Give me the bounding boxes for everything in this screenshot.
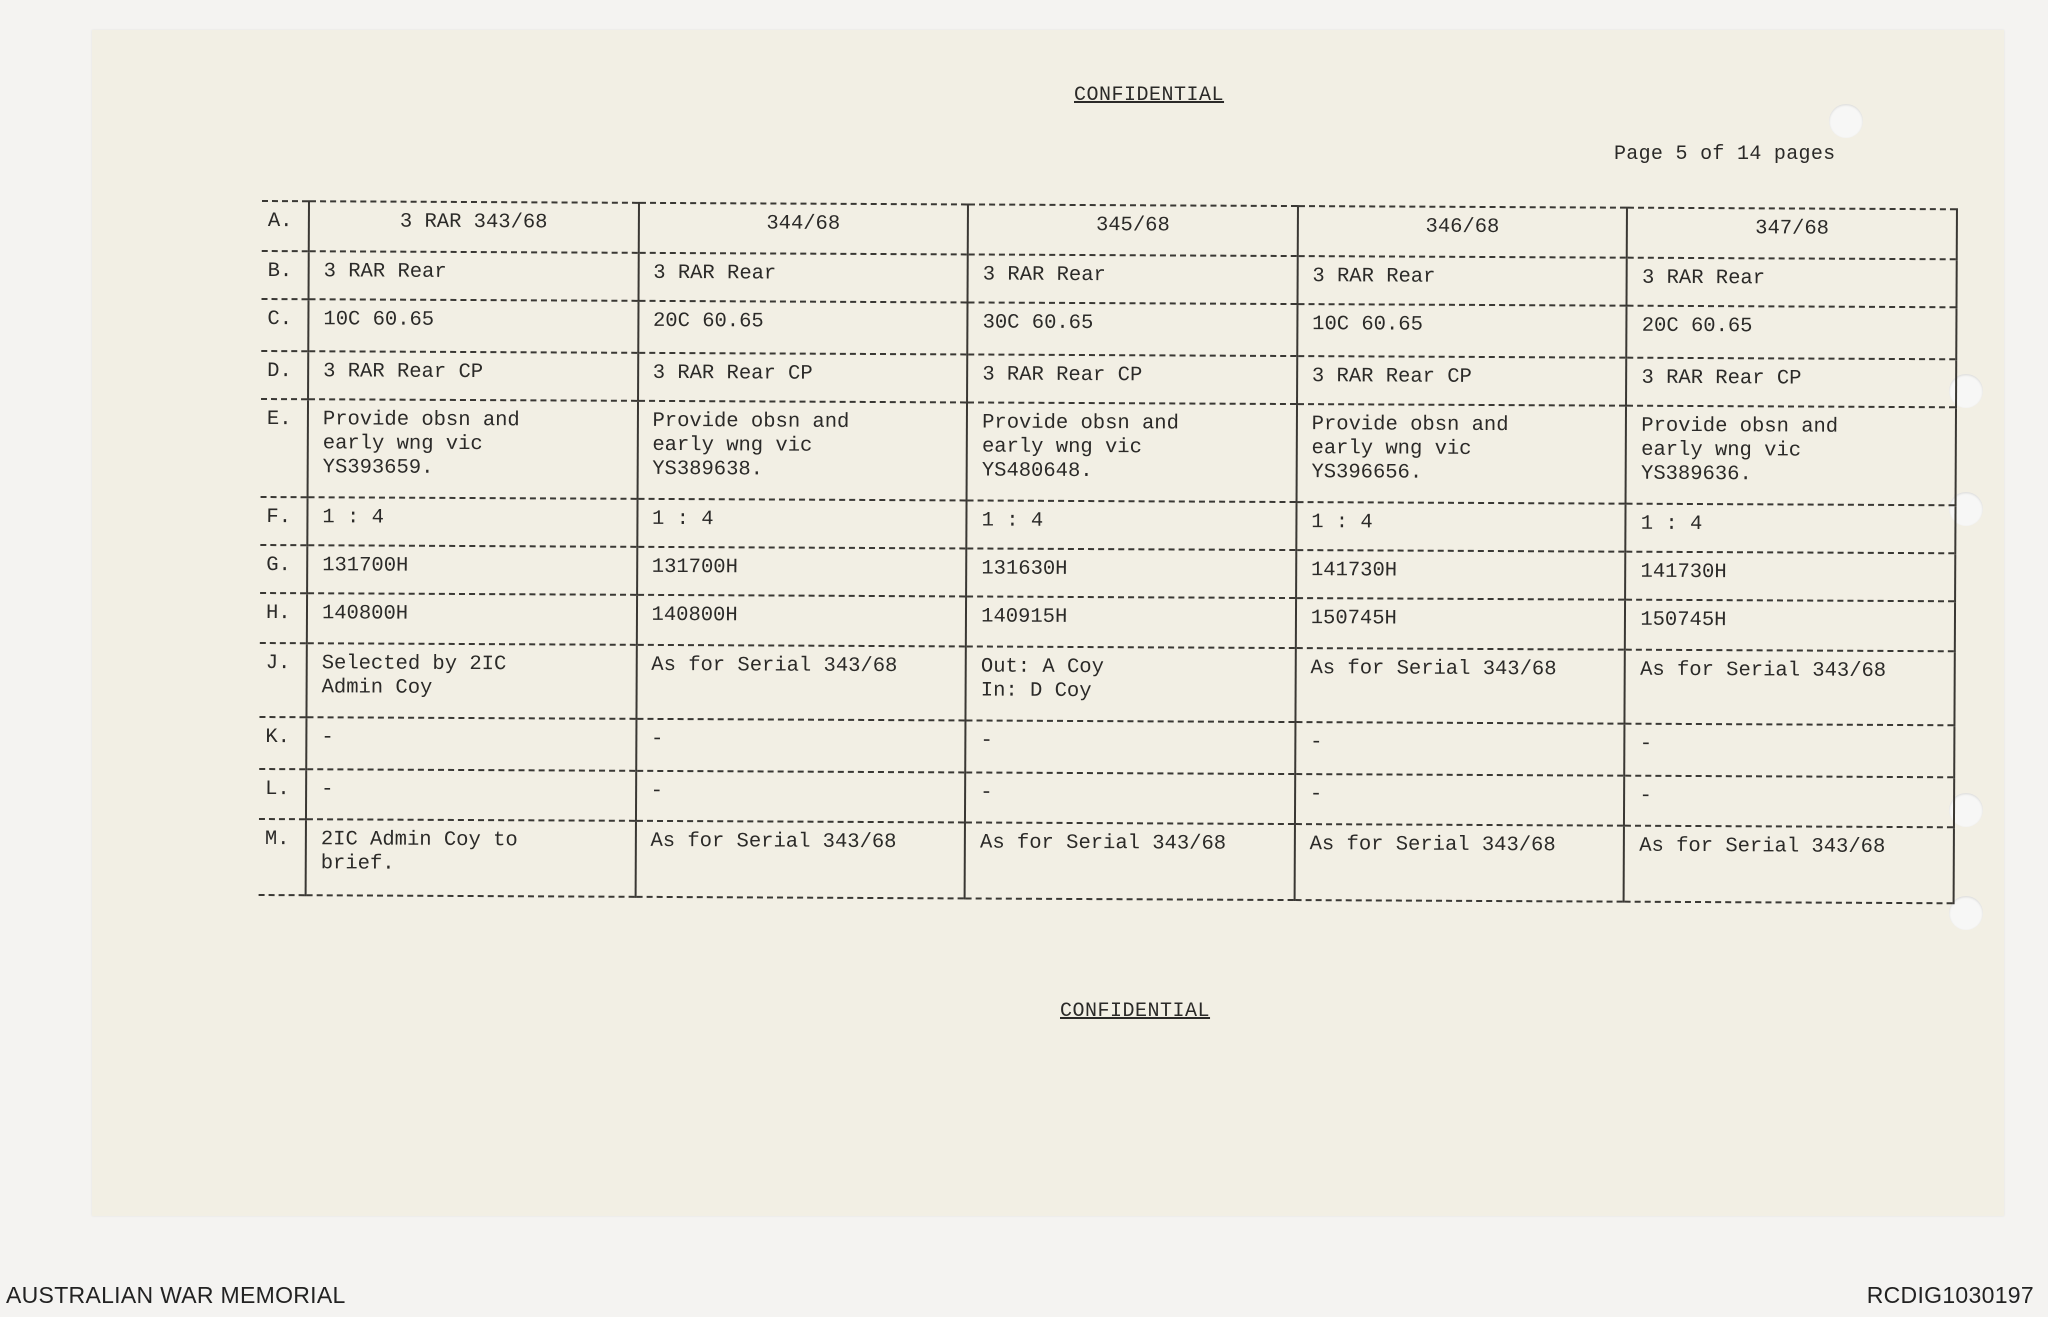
table-row <box>261 299 1956 359</box>
table-cell: 344/68 <box>638 203 968 255</box>
table-cell: 3 RAR Rear <box>638 253 968 303</box>
row-letter: A. <box>262 201 309 251</box>
table-cell: Provide obsn and early wng vic YS389636. <box>1626 406 1956 506</box>
table-cell: 1 : 4 <box>966 500 1296 550</box>
table-cell: 1 : 4 <box>637 499 967 549</box>
table-cell: 20C 60.65 <box>1627 306 1957 360</box>
bottom-confidential-heading: CONFIDENTIAL <box>1060 1000 1211 1023</box>
table-row <box>262 251 1957 307</box>
table-row <box>260 593 1955 651</box>
row-letter: K. <box>259 717 306 769</box>
table-cell: 345/68 <box>968 204 1298 256</box>
table-cell: Provide obsn and early wng vic YS389638. <box>637 401 967 501</box>
table-cell: - <box>636 719 966 773</box>
table-cell: Provide obsn and early wng vic YS480648. <box>967 402 1297 502</box>
table-cell: 2IC Admin Coy to brief. <box>306 819 636 897</box>
table-cell: Out: A Coy In: D Coy <box>966 646 1296 722</box>
table-cell: - <box>636 771 966 823</box>
table-row <box>262 201 1957 259</box>
table-cell: 3 RAR Rear CP <box>308 351 638 401</box>
table-cell: 150745H <box>1625 600 1955 652</box>
archive-item-id: RCDIG1030197 <box>1866 1282 2034 1308</box>
table-cell: 1 : 4 <box>307 497 637 547</box>
table-cell: 30C 60.65 <box>967 302 1297 356</box>
table-cell: 140915H <box>966 596 1296 648</box>
table-cell: Selected by 2IC Admin Coy <box>306 643 636 719</box>
row-letter: B. <box>262 251 309 299</box>
table-cell: - <box>1295 722 1625 776</box>
punch-hole <box>1829 104 1863 138</box>
top-confidential-heading: CONFIDENTIAL <box>1074 84 1225 107</box>
table-cell: As for Serial 343/68 <box>1625 650 1955 726</box>
table-cell: 346/68 <box>1298 206 1628 258</box>
table-cell: As for Serial 343/68 <box>965 822 1295 900</box>
row-letter: C. <box>261 299 308 351</box>
table-cell: 10C 60.65 <box>1297 304 1627 358</box>
table-cell: - <box>1624 776 1954 828</box>
table-cell: - <box>306 717 636 771</box>
table-cell: - <box>1295 774 1625 826</box>
table-cell: - <box>1625 724 1955 778</box>
table-cell: 347/68 <box>1627 208 1957 260</box>
table-cell: 3 RAR Rear CP <box>1626 358 1956 408</box>
row-letter: E. <box>261 399 308 497</box>
table-cell: 3 RAR Rear <box>309 251 639 301</box>
table-cell: As for Serial 343/68 <box>636 645 966 721</box>
table-cell: As for Serial 343/68 <box>635 821 965 899</box>
table-cell: As for Serial 343/68 <box>1295 648 1625 724</box>
row-letter: H. <box>260 593 307 643</box>
table-row <box>260 545 1955 601</box>
table-row <box>259 769 1954 827</box>
table-cell: - <box>965 720 1295 774</box>
table-cell: - <box>965 772 1295 824</box>
row-letter: L. <box>259 769 306 819</box>
table-cell: 1 : 4 <box>1296 502 1626 552</box>
row-letter: G. <box>260 545 307 593</box>
table-cell: 3 RAR Rear <box>968 254 1298 304</box>
table-cell: 3 RAR Rear CP <box>967 354 1297 404</box>
table-cell: 140800H <box>636 595 966 647</box>
table-cell: Provide obsn and early wng vic YS396656. <box>1296 404 1626 504</box>
table-cell: 131700H <box>637 547 967 597</box>
row-letter: J. <box>259 643 306 717</box>
table-cell: 3 RAR 343/68 <box>309 201 639 253</box>
table-row <box>261 351 1956 407</box>
table-cell: - <box>306 769 636 821</box>
serials-table <box>259 200 1958 904</box>
table-cell: 3 RAR Rear <box>1297 256 1627 306</box>
page-number: Page 5 of 14 pages <box>1614 143 1836 166</box>
table-cell: 131700H <box>307 545 637 595</box>
row-letter: M. <box>259 819 306 895</box>
table-cell: 10C 60.65 <box>308 299 638 353</box>
row-letter: D. <box>261 351 308 399</box>
table-cell: 131630H <box>966 548 1296 598</box>
table-cell: Provide obsn and early wng vic YS393659. <box>308 399 638 499</box>
table-row <box>259 717 1954 777</box>
table-cell: 3 RAR Rear CP <box>638 353 968 403</box>
table-cell: As for Serial 343/68 <box>1294 824 1624 902</box>
table-cell: 141730H <box>1625 552 1955 602</box>
table-cell: 3 RAR Rear CP <box>1297 356 1627 406</box>
table-row <box>261 399 1956 505</box>
table-cell: 3 RAR Rear <box>1627 258 1957 308</box>
archive-institution-label: AUSTRALIAN WAR MEMORIAL <box>6 1282 346 1308</box>
table-cell: 140800H <box>307 593 637 645</box>
table-cell: 1 : 4 <box>1626 504 1956 554</box>
table-cell: 141730H <box>1296 550 1626 600</box>
table-row <box>259 819 1954 903</box>
table-row <box>259 643 1954 725</box>
row-letter: F. <box>260 497 307 545</box>
table-cell: 150745H <box>1296 598 1626 650</box>
table-cell: 20C 60.65 <box>638 301 968 355</box>
table-row <box>260 497 1955 553</box>
table-cell: As for Serial 343/68 <box>1624 826 1954 904</box>
